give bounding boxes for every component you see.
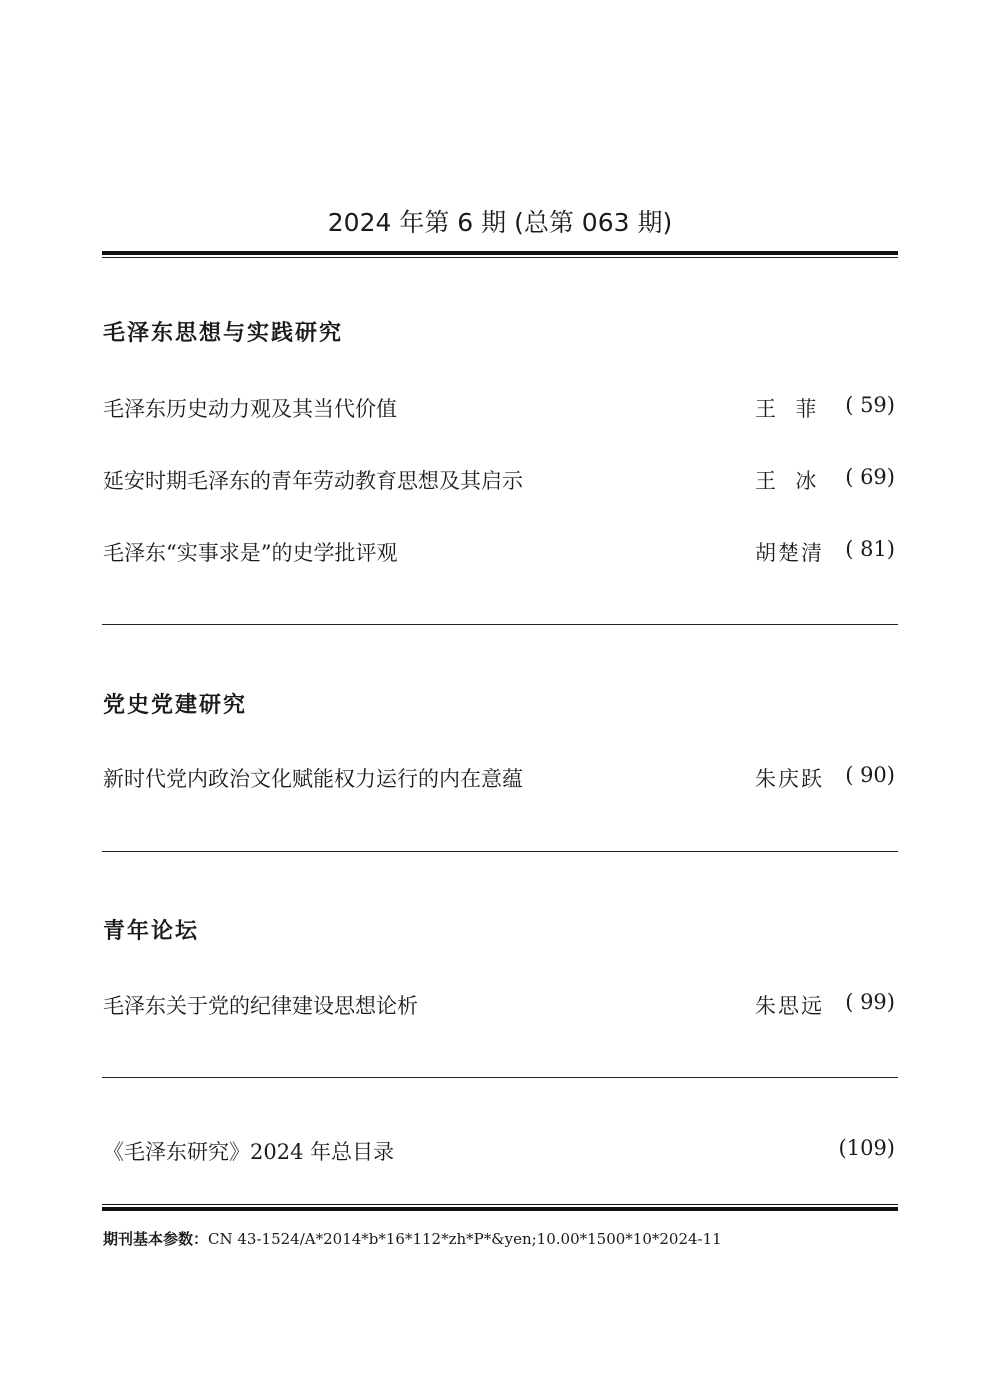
- entry-page: ( 69): [845, 465, 895, 489]
- entry-page: ( 59): [845, 393, 895, 417]
- section-heading: 党史党建研究: [103, 693, 248, 718]
- toc-entry[interactable]: [103, 763, 895, 793]
- toc-entry[interactable]: [103, 393, 895, 423]
- entry-title[interactable]: 新时代党内政治文化赋能权力运行的内在意蕴: [103, 767, 523, 791]
- entry-title[interactable]: 毛泽东“实事求是”的史学批评观: [103, 541, 398, 565]
- section-heading: 青年论坛: [103, 919, 200, 944]
- entry-page: ( 99): [845, 990, 895, 1014]
- entry-author: 王 菲: [755, 397, 819, 421]
- journal-parameters: [103, 1228, 722, 1249]
- entry-page: (109): [838, 1136, 895, 1160]
- entry-author: 朱思远: [755, 994, 824, 1018]
- header-rule: [102, 251, 898, 255]
- entry-page: ( 90): [845, 763, 895, 787]
- toc-entry[interactable]: [103, 990, 895, 1020]
- header-rule-thin: [102, 257, 898, 258]
- entry-author: 胡楚清: [755, 541, 824, 565]
- toc-entry[interactable]: [103, 465, 895, 495]
- section-divider: [102, 624, 898, 625]
- section-heading: 毛泽东思想与实践研究: [103, 321, 344, 346]
- entry-page: ( 81): [845, 537, 895, 561]
- entry-author: 王 冰: [755, 469, 819, 493]
- entry-author: 朱庆跃: [755, 767, 824, 791]
- entry-title[interactable]: 毛泽东关于党的纪律建设思想论析: [103, 994, 418, 1018]
- annual-index-entry[interactable]: [103, 1136, 895, 1166]
- entry-title[interactable]: 毛泽东历史动力观及其当代价值: [103, 397, 397, 421]
- footer-rule: [102, 1207, 898, 1211]
- entry-title[interactable]: 《毛泽东研究》2024 年总目录: [103, 1140, 395, 1164]
- parameters-value: CN 43-1524/A*2014*b*16*112*zh*P*&yen;10.00*1500*10*2024-11: [208, 1230, 722, 1248]
- footer-rule-thin: [102, 1204, 898, 1205]
- section-divider: [102, 851, 898, 852]
- entry-title[interactable]: 延安时期毛泽东的青年劳动教育思想及其启示: [103, 469, 523, 493]
- parameters-label: 期刊基本参数：: [103, 1230, 209, 1248]
- section-divider: [102, 1077, 898, 1078]
- issue-title: 2024 年第 6 期 (总第 063 期): [327, 208, 673, 237]
- toc-entry[interactable]: [103, 537, 895, 567]
